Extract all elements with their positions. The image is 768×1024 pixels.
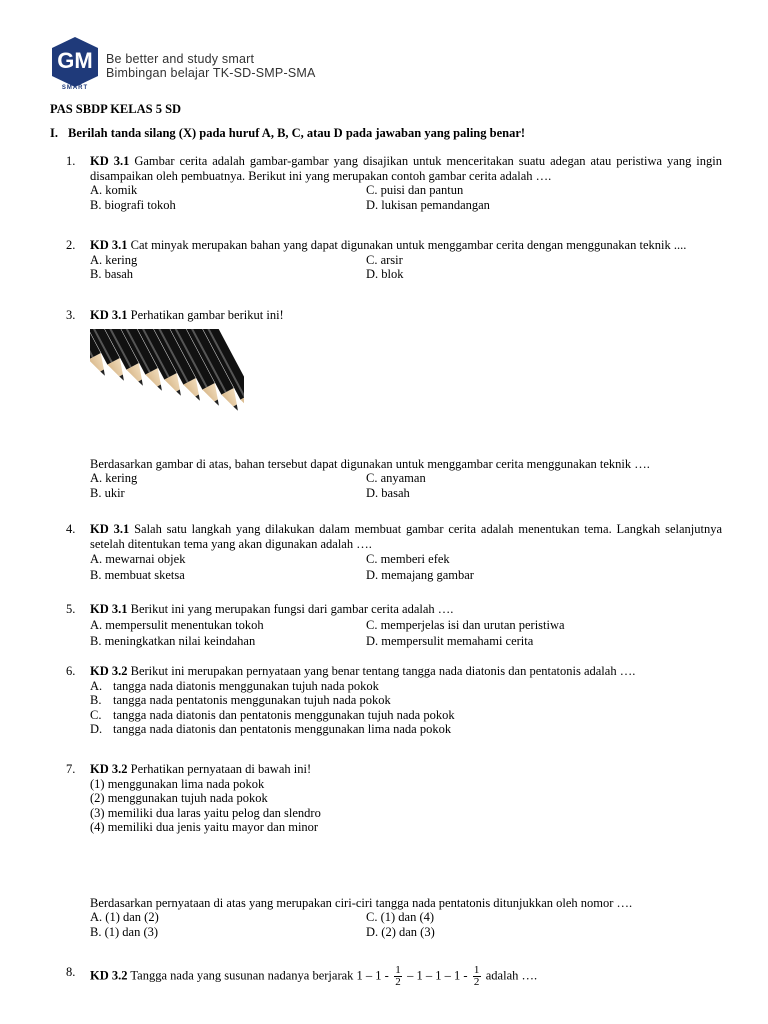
options [90,551,722,583]
option-b[interactable]: B. (1) dan (3) [90,924,159,939]
options [90,471,722,500]
option-a[interactable] [90,679,722,694]
options [90,617,722,649]
question-body: Berikut ini merupakan pernyataan yang benar tentang tangga nada diatonis dan pentatonis adalah …. [130,664,636,678]
option-d[interactable]: D. (2) dan (3) [366,924,435,939]
option-text: tangga nada diatonis menggunakan tujuh nada pokok [113,678,379,693]
header [50,36,350,90]
kd-label: KD 3.1 [90,522,130,536]
option-a[interactable]: A. kering [90,252,138,267]
logo-subtext: SMART [61,85,89,90]
question-number: 4. [66,522,76,536]
option-c[interactable]: C. memberi efek [366,552,450,566]
question-text [90,965,722,988]
fraction-numerator: 1 [473,964,480,976]
options [90,679,722,737]
logo-text: GM [57,48,93,73]
options [90,183,722,212]
option-d[interactable]: D. basah [366,485,410,500]
question-number: 5. [66,602,76,616]
question-text [90,154,722,183]
slogan-line-2: Bimbingan belajar TK-SD-SMP-SMA [106,66,316,80]
kd-label: KD 3.2 [90,664,128,678]
question-7 [66,762,722,939]
section-text: Berilah tanda silang (X) pada huruf A, B, C, atau D pada jawaban yang paling benar! [68,126,526,140]
statement-3: (3) memiliki dua laras yaitu pelog dan slendro [90,805,321,820]
option-a[interactable]: A. mewarnai objek [90,552,186,566]
kd-label: KD 3.2 [90,762,128,776]
statement-2: (2) menggunakan tujuh nada pokok [90,791,268,805]
option-b[interactable]: B. basah [90,267,134,281]
question-text [90,522,722,551]
option-b[interactable]: B. biografi tokoh [90,197,176,212]
option-d[interactable]: D. lukisan pemandangan [366,197,490,212]
fraction-half-1 [394,965,402,988]
question-8 [66,960,722,988]
question-body: Berikut ini yang merupakan fungsi dari gambar cerita adalah …. [130,602,454,616]
question-body: Perhatikan gambar berikut ini! [130,308,284,322]
kd-label: KD 3.2 [90,968,128,983]
option-text: tangga nada diatonis dan pentatonis menggunakan tujuh nada pokok [113,707,455,722]
option-c[interactable]: C. anyaman [366,471,426,485]
question-body: Cat minyak merupakan bahan yang dapat digunakan untuk menggambar cerita dengan menggunakan teknik .... [130,238,687,252]
option-c[interactable]: C. (1) dan (4) [366,910,435,924]
option-d[interactable] [90,722,722,737]
question-number: 1. [66,154,76,168]
question-text [90,664,722,679]
fraction-numerator: 1 [395,964,401,976]
option-b[interactable]: B. ukir [90,485,125,500]
gm-smart-logo [50,36,100,90]
question-number: 7. [66,762,76,776]
statement-4: (4) memiliki dua jenis yaitu mayor dan minor [90,820,319,834]
question-2 [66,238,722,282]
pencils-illustration [90,329,244,445]
fraction-denominator: 2 [395,976,401,988]
question-body: Tangga nada yang susunan nadanya berjarak [130,968,354,983]
option-a[interactable]: A. kering [90,471,138,485]
option-b[interactable]: B. membuat sketsa [90,568,185,582]
kd-label: KD 3.1 [90,602,128,616]
option-b[interactable] [90,693,722,708]
kd-label: KD 3.1 [90,308,128,322]
option-d[interactable]: D. blok [366,267,404,281]
option-d[interactable]: D. mempersulit memahami cerita [366,633,534,648]
slogan [106,52,316,80]
note-sequence-b: – 1 – 1 – 1 - [407,968,468,983]
question-5 [66,602,722,649]
option-text: tangga nada diatonis dan pentatonis menggunakan lima nada pokok [113,722,452,736]
document-title: PAS SBDP KELAS 5 SD [50,102,182,116]
question-text-2: Berdasarkan gambar di atas, bahan tersebut dapat digunakan untuk menggambar cerita menggunakan teknik …. [90,456,650,471]
option-letter: A. [90,678,103,693]
question-text [90,308,722,323]
slogan-line-1: Be better and study smart [106,52,255,66]
statement-1: (1) menggunakan lima nada pokok [90,776,265,791]
question-4 [66,522,722,583]
option-c[interactable]: C. arsir [366,252,403,267]
option-letter: B. [90,693,102,707]
option-letter: D. [90,722,103,736]
section-instruction [50,126,730,141]
question-text-2: Berdasarkan pernyataan di atas yang merupakan ciri-ciri tangga nada pentatonis ditunjukkan oleh nomor …. [90,895,633,910]
question-text [90,762,722,777]
option-a[interactable]: A. (1) dan (2) [90,910,159,924]
fraction-half-2 [473,965,481,988]
question-number: 6. [66,664,76,678]
option-a[interactable]: A. mempersulit menentukan tokoh [90,617,264,632]
question-3 [66,308,722,500]
question-body: Salah satu langkah yang dilakukan dalam membuat gambar cerita adalah menentukan tema. Langkah selanjutnya setelah ditentukan tema yang akan digunakan adalah …. [90,522,723,551]
question-number: 2. [66,238,76,252]
question-tail: adalah …. [485,968,538,983]
section-number: I. [50,126,58,140]
question-body: Perhatikan pernyataan di bawah ini! [130,762,312,776]
question-text [90,602,722,617]
pencils-image [90,329,244,445]
option-a[interactable]: A. komik [90,183,138,197]
kd-label: KD 3.1 [90,154,130,168]
question-body: Gambar cerita adalah gambar-gambar yang disajikan untuk menceritakan suatu adegan atau peristiwa yang ingin disampaikan oleh pembuatnya. Berikut ini yang merupakan contoh gambar cerita adalah …. [90,154,723,183]
option-c[interactable]: C. puisi dan pantun [366,183,464,197]
options [90,910,722,939]
options [90,253,722,282]
question-number: 8. [66,965,76,979]
question-text [90,238,722,253]
question-number: 3. [66,308,76,322]
option-b[interactable]: B. meningkatkan nilai keindahan [90,633,256,648]
option-letter: C. [90,707,102,722]
note-sequence-a: 1 – 1 - [356,968,389,983]
question-1 [66,154,722,212]
option-d[interactable]: D. memajang gambar [366,568,474,582]
question-6 [66,664,722,737]
fraction-denominator: 2 [473,976,480,988]
statement-list [90,777,722,835]
option-c[interactable] [90,708,722,723]
option-text: tangga nada pentatonis menggunakan tujuh nada pokok [113,693,391,707]
kd-label: KD 3.1 [90,238,128,252]
option-c[interactable]: C. memperjelas isi dan urutan peristiwa [366,617,565,632]
